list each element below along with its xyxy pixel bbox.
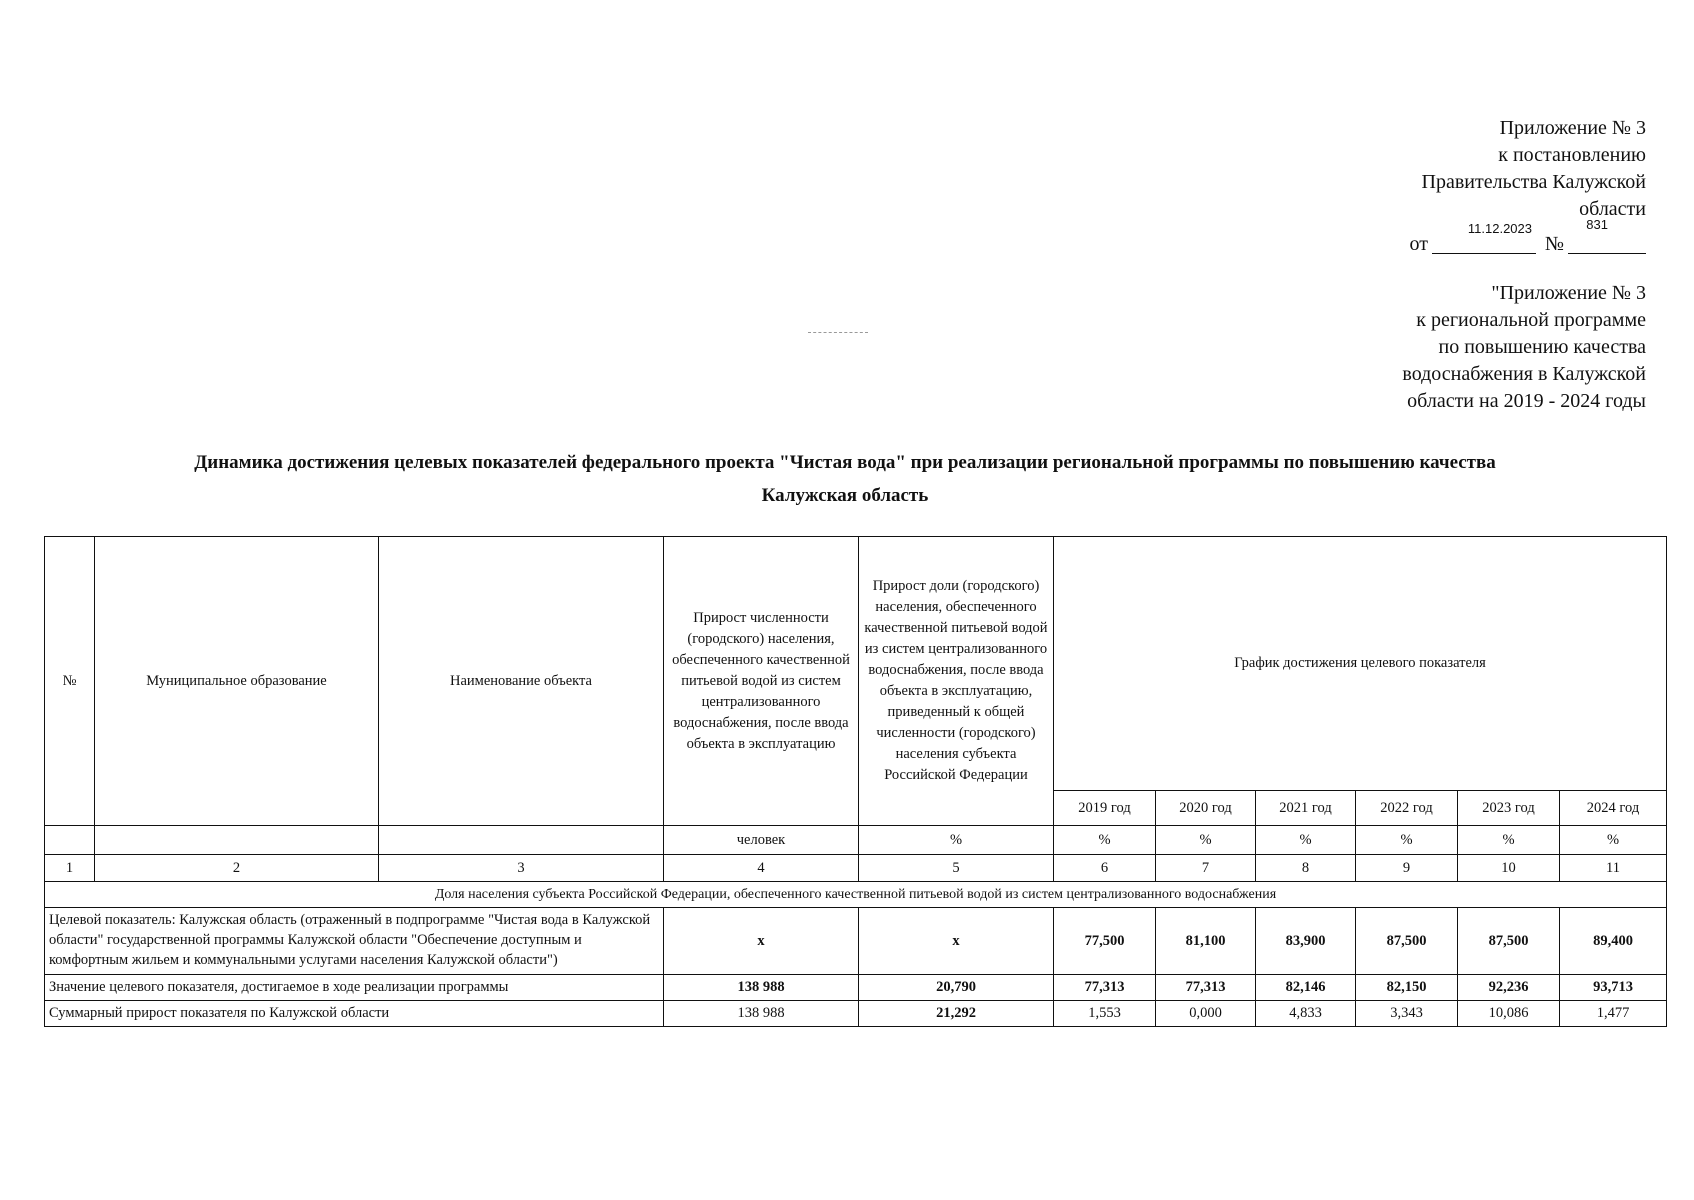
- unit-share: %: [859, 826, 1054, 855]
- unit-year-2024: %: [1560, 826, 1667, 855]
- sum-2023: 10,086: [1458, 1001, 1560, 1027]
- annex-line-3: по повышению качества: [1438, 336, 1646, 358]
- sum-population: 138 988: [664, 1001, 859, 1027]
- header-row: [45, 537, 1667, 791]
- date-number-line: [1286, 217, 1646, 259]
- target-label-cell: [45, 908, 664, 975]
- target-label: Целевой показатель: Калужская область (отраженный в подпрограмме "Чистая вода в Калужской области" государственной программы Калужской области "Обеспечение доступным и комфортным жильем и коммунальными услугами населения Калужской области"): [49, 912, 651, 968]
- sum-share: 21,292: [859, 1001, 1054, 1027]
- target-population: x: [664, 908, 859, 975]
- header-share-growth-text: Прирост доли (городского) населения, обеспеченного качественной питьевой водой из систем централизованного водоснабжения, после ввода объекта в эксплуатацию, приведенный к общей численности (городского) населения субъекта Российской Федерации: [864, 578, 1048, 783]
- units-row: [45, 826, 1667, 855]
- sum-2021: 4,833: [1256, 1001, 1356, 1027]
- achieved-share: 20,790: [859, 975, 1054, 1001]
- sum-2024: 1,477: [1560, 1001, 1667, 1027]
- col-index-10: 10: [1458, 855, 1560, 882]
- indicators-table: [44, 536, 1667, 1027]
- target-2022: 87,500: [1356, 908, 1458, 975]
- number-value: 831: [1586, 217, 1608, 232]
- year-2020: 2020 год: [1156, 791, 1256, 826]
- unit-year-2019: %: [1054, 826, 1156, 855]
- col-index-5: 5: [859, 855, 1054, 882]
- scan-artifact: [808, 332, 868, 333]
- col-index-7: 7: [1156, 855, 1256, 882]
- col-index-3: 3: [379, 855, 664, 882]
- achieved-2021: 82,146: [1256, 975, 1356, 1001]
- year-2024: 2024 год: [1560, 791, 1667, 826]
- annex-line-2: к региональной программе: [1416, 309, 1646, 331]
- achieved-value-row: [45, 975, 1667, 1001]
- target-2023: 87,500: [1458, 908, 1560, 975]
- header-object-name: Наименование объекта: [379, 537, 664, 826]
- unit-year-2021: %: [1256, 826, 1356, 855]
- date-underline: [1432, 253, 1536, 254]
- annex-line-1: "Приложение № 3: [1491, 282, 1646, 304]
- achieved-2020: 77,313: [1156, 975, 1256, 1001]
- target-2021: 83,900: [1256, 908, 1356, 975]
- achieved-2019: 77,313: [1054, 975, 1156, 1001]
- unit-year-2020: %: [1156, 826, 1256, 855]
- achieved-label: Значение целевого показателя, достигаемое в ходе реализации программы: [45, 975, 664, 1001]
- header-population-growth-text: Прирост численности (городского) населения, обеспеченного качественной питьевой водой из систем централизованного водоснабжения, после ввода объекта в эксплуатацию: [672, 609, 850, 752]
- year-2023: 2023 год: [1458, 791, 1560, 826]
- date-prefix: от: [1409, 233, 1428, 255]
- number-sign: №: [1544, 233, 1564, 255]
- government-name: Правительства Калужской: [1421, 171, 1646, 193]
- achieved-2022: 82,150: [1356, 975, 1458, 1001]
- title-line-2: Калужская область: [761, 485, 929, 506]
- header-municipality: Муниципальное образование: [95, 537, 379, 826]
- sum-label: Суммарный прирост показателя по Калужской области: [45, 1001, 664, 1027]
- unit-empty-2: [95, 826, 379, 855]
- col-index-6: 6: [1054, 855, 1156, 882]
- col-index-8: 8: [1256, 855, 1356, 882]
- number-underline: [1568, 253, 1646, 254]
- column-index-row: [45, 855, 1667, 882]
- col-index-4: 4: [664, 855, 859, 882]
- total-growth-row: [45, 1001, 1667, 1027]
- sum-2019: 1,553: [1054, 1001, 1156, 1027]
- achieved-population: 138 988: [664, 975, 859, 1001]
- unit-year-2022: %: [1356, 826, 1458, 855]
- document-title: [40, 446, 1650, 512]
- achieved-2024: 93,713: [1560, 975, 1667, 1001]
- section-row: [45, 882, 1667, 908]
- header-population-growth: [664, 537, 859, 826]
- annex-title: Приложение № 3: [1499, 117, 1646, 139]
- unit-year-2023: %: [1458, 826, 1560, 855]
- sum-2020: 0,000: [1156, 1001, 1256, 1027]
- header-num: №: [45, 537, 95, 826]
- target-2019: 77,500: [1054, 908, 1156, 975]
- unit-empty-3: [379, 826, 664, 855]
- achieved-2023: 92,236: [1458, 975, 1560, 1001]
- year-2022: 2022 год: [1356, 791, 1458, 826]
- col-index-11: 11: [1560, 855, 1667, 882]
- indicators-table-wrapper: [44, 536, 1666, 1027]
- title-line-1: Динамика достижения целевых показателей федерального проекта "Чистая вода" при реализации региональной программы по повышению качества: [194, 452, 1496, 473]
- program-annex-header: [1286, 280, 1646, 415]
- annex-line-5: области на 2019 - 2024 годы: [1407, 390, 1646, 412]
- region-name: области: [1579, 198, 1646, 220]
- unit-population: человек: [664, 826, 859, 855]
- target-2020: 81,100: [1156, 908, 1256, 975]
- unit-empty-1: [45, 826, 95, 855]
- year-2021: 2021 год: [1256, 791, 1356, 826]
- col-index-2: 2: [95, 855, 379, 882]
- col-index-1: 1: [45, 855, 95, 882]
- year-2019: 2019 год: [1054, 791, 1156, 826]
- resolution-header: [1286, 115, 1646, 259]
- target-2024: 89,400: [1560, 908, 1667, 975]
- annex-line-4: водоснабжения в Калужской: [1402, 363, 1646, 385]
- header-schedule: График достижения целевого показателя: [1054, 537, 1667, 791]
- to-resolution: к постановлению: [1498, 144, 1646, 166]
- target-share: x: [859, 908, 1054, 975]
- col-index-9: 9: [1356, 855, 1458, 882]
- target-indicator-row: [45, 908, 1667, 975]
- sum-2022: 3,343: [1356, 1001, 1458, 1027]
- header-share-growth: [859, 537, 1054, 826]
- date-value: 11.12.2023: [1467, 221, 1532, 236]
- section-title: Доля населения субъекта Российской Федерации, обеспеченного качественной питьевой водой из систем централизованного водоснабжения: [45, 882, 1667, 908]
